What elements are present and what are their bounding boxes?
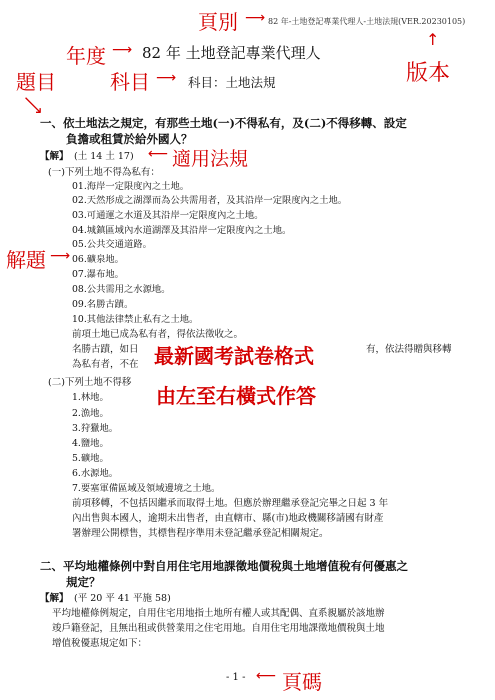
- list-item: 01.海岸一定限度內之土地。: [72, 181, 190, 192]
- list-item: 06.礦泉地。: [72, 254, 124, 265]
- list-item: 7.要塞軍備區域及領域邊境之土地。: [72, 483, 221, 494]
- list-item: 3.狩獵地。: [72, 423, 119, 434]
- list-item: 10.其他法律禁止私有之土地。: [72, 314, 199, 325]
- arrow-right-icon: ⟶: [50, 248, 71, 264]
- list-item: 07.瀑布地。: [72, 269, 124, 280]
- sub2-note-line: 署辦理公開標售，其標售程序準用未登記繼承登記相關規定。: [72, 528, 329, 539]
- list-item: 2.漁地。: [72, 408, 109, 419]
- year-label-annotation: 年度: [66, 44, 106, 68]
- law-reference: (平 20 平 41 平施 58): [74, 593, 171, 604]
- version-label-annotation: 版本: [406, 61, 451, 86]
- list-item: 6.水源地。: [72, 468, 119, 479]
- arrow-down-right-icon: ⟶: [18, 90, 49, 120]
- solution-tag: 【解】: [40, 151, 69, 162]
- answer-label-annotation: 解題: [6, 248, 46, 272]
- page-num-label-annotation: 頁碼: [282, 670, 322, 694]
- running-header: 82 年-土地登記專業代理人-土地法規(VER.20230105): [268, 17, 466, 26]
- list-item: 03.可通運之水道及其沿岸一定限度內之土地。: [72, 210, 264, 221]
- question-2-title-line2: 規定？: [66, 575, 101, 589]
- question-1-title-line1: 一、依土地法之規定，有那些土地(一)不得私有，及(二)不得移轉、設定: [40, 116, 407, 130]
- body-line: 竣戶籍登記，且無出租或供營業用之住宅用地。自用住宅用地課徵地價稅與土地: [52, 623, 385, 634]
- sub2-note-line: 前項移轉，不包括因繼承而取得土地。但應於辦理繼承登記完畢之日起 3 年: [72, 498, 389, 509]
- question-label-annotation: 題目: [16, 70, 56, 94]
- list-item: 09.名勝古蹟。: [72, 299, 134, 310]
- solution-tag: 【解】: [40, 593, 69, 604]
- subject-title: 科目：土地法規: [188, 75, 276, 90]
- question-2-title-line1: 二、平均地權條例中對自用住宅用地課徵地價稅與土地增值稅有何優惠之: [40, 559, 408, 573]
- list-item: 4.鹽地。: [72, 438, 109, 449]
- arrow-right-icon: ⟶: [156, 70, 177, 86]
- arrow-left-icon: ⟵: [256, 668, 277, 684]
- arrow-right-icon: ⟶: [245, 10, 266, 26]
- page-number: - 1 -: [226, 672, 246, 683]
- arrow-up-icon: ↑: [426, 30, 440, 49]
- sub1-note-line2b: 有，依法得贈與移轉: [366, 344, 452, 355]
- arrow-right-icon: ⟶: [112, 42, 133, 58]
- body-line: 增值稅優惠規定如下：: [52, 638, 148, 649]
- arrow-left-icon: ⟵: [148, 146, 169, 162]
- format-annotation-line2: 由左至右橫式作答: [154, 380, 318, 409]
- list-item: 02.天然形成之湖澤而為公共需用者，及其沿岸一定限度內之土地。: [72, 195, 348, 206]
- sub2-heading: (二)下列土地不得移: [48, 377, 132, 388]
- format-annotation-line1: 最新國考試卷格式: [152, 340, 316, 369]
- law-reference: (土 14 土 17): [74, 151, 134, 162]
- sub1-note-line3: 為私有者，不在: [72, 359, 139, 370]
- subject-label-annotation: 科目: [110, 70, 150, 94]
- list-item: 1.林地。: [72, 392, 109, 403]
- list-item: 08.公共需用之水源地。: [72, 284, 171, 295]
- sub1-note-line2a: 名勝古蹟，如日: [72, 344, 139, 355]
- law-label-annotation: 適用法規: [172, 148, 249, 170]
- question-1-title-line2: 負擔或租賃於給外國人？: [66, 132, 193, 146]
- page-label-annotation: 頁別: [198, 10, 238, 34]
- sub1-note-line1: 前項土地已成為私有者，得依法徵收之。: [72, 329, 244, 340]
- sub2-note-line: 內出售與本國人，逾期未出售者，由直轄市、縣(市)地政機關移請國有財產: [72, 513, 384, 524]
- body-line: 平均地權條例規定，自用住宅用地指土地所有權人或其配偶、直系親屬於該地辦: [52, 608, 385, 619]
- sub1-heading: (一)下列土地不得為私有：: [48, 167, 160, 178]
- list-item: 5.礦地。: [72, 453, 109, 464]
- exam-title: 82 年 土地登記專業代理人: [142, 44, 321, 62]
- list-item: 04.城鎮區域內水道湖澤及其沿岸一定限度內之土地。: [72, 225, 292, 236]
- list-item: 05.公共交通道路。: [72, 239, 152, 250]
